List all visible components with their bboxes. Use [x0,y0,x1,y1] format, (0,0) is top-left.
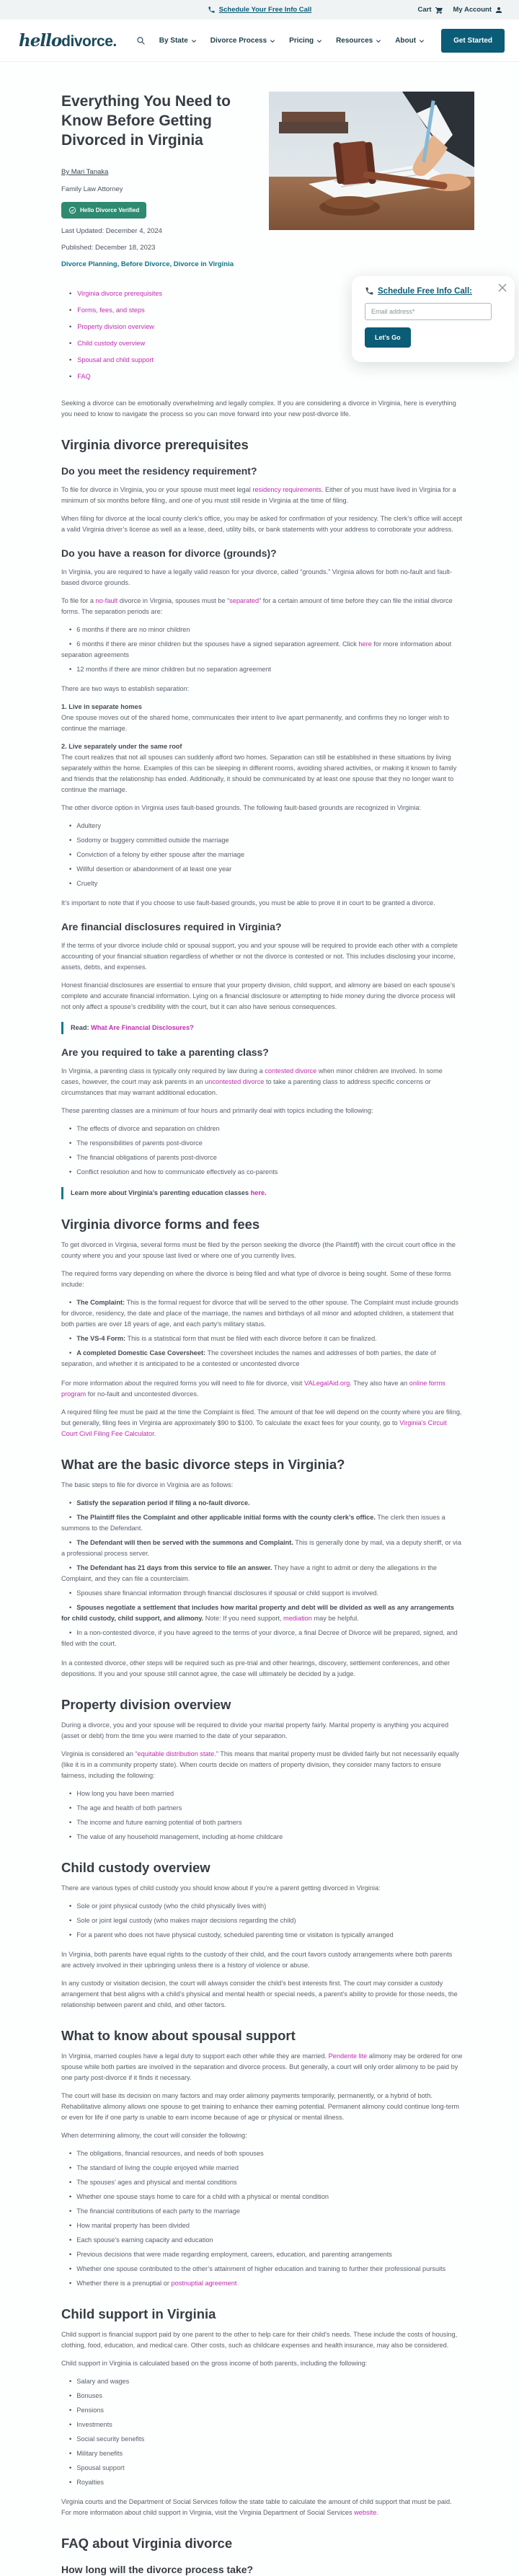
text: Sodomy or buggery committed outside the marriage [76,837,229,844]
inline-link[interactable]: uncontested divorce [205,1078,265,1085]
text: for more information about separation agreements [61,640,452,658]
list-item [61,2420,463,2430]
toc-link[interactable]: Child custody overview [77,340,146,347]
inline-link[interactable]: here [250,1189,265,1196]
phone-icon [208,6,216,14]
bold-text: Learn more about Virginia’s parenting education classes [71,1189,251,1196]
inline-link[interactable]: here [358,640,372,648]
list-item [61,1588,463,1599]
text: A required filing fee must be paid at the time the Complaint is filed. The amount of that fee will depend on the county where you are filing, but generally, filing fees in Virginia are approximately $90 to $100. To calculate the exact fees for your county, go to [61,1408,462,1426]
text: . [376,2509,378,2516]
text: Sole or joint physical custody (who the child physically lives with) [76,1902,267,1910]
bold-text: Satisfy the separation period if filing a no-fault divorce. [76,1499,250,1507]
account-link[interactable] [453,6,503,14]
list-item [61,2177,463,2188]
paragraph [61,1407,463,1439]
text: The clerk then issues a summons to the Defendant. [61,1514,445,1532]
callout [61,1022,463,1034]
bold-text: . [265,1189,267,1196]
subsection-heading [61,547,463,560]
check-circle-icon [68,206,76,214]
text: How long will the divorce process take? [61,2564,254,2575]
text: The other divorce option in Virginia uses fault-based grounds. The following fault-based grounds are recognized in Virginia: [61,804,421,811]
text: FAQ about Virginia divorce [61,2536,233,2551]
text: Child support is financial support paid by one parent to the other to help care for their child’s needs. These include the costs of housing, clothing, food, education, and medical care. Other costs, such as childcare expenses and health insurance, may also be considered. [61,2331,458,2349]
inline-link[interactable]: separated [229,597,260,604]
section-heading [61,1456,463,1473]
list-item [61,1538,463,1559]
section-heading [61,2306,463,2322]
bold-text: A completed Domestic Case Coversheet: [76,1349,206,1357]
section-heading [61,2027,463,2044]
text: The obligations, financial resources, and needs of both spouses [76,2150,264,2157]
text: The financial obligations of parents post-divorce [76,1154,217,1161]
list-item [61,1803,463,1814]
list-item [61,2434,463,2445]
paragraph [61,940,463,973]
text: Investments [76,2421,112,2428]
list-item [61,1167,463,1178]
bullet-list [61,2376,463,2488]
bullet-list [61,2148,463,2289]
cart-icon [435,6,443,14]
text: The standard of living the couple enjoyed while married [76,2164,239,2171]
bold-text: The Complaint: [76,1299,125,1306]
bullet-list [61,625,463,675]
inline-link[interactable]: VALegalAid.org [304,1380,350,1387]
text: Cruelty [76,880,98,887]
list-item [61,2448,463,2459]
paragraph [61,485,463,506]
text: This is a statistical form that must be filed with each divorce before it can be finalized. [125,1335,377,1342]
cart-link[interactable] [418,6,443,14]
list-item [61,864,463,875]
toc-link[interactable]: FAQ [77,373,91,380]
paragraph [61,1106,463,1116]
text: These parenting classes are a minimum of four hours and primarily deal with topics including the following: [61,1107,373,1114]
text: This is generally done by mail, via a deputy sheriff, or via a professional process server. [61,1539,461,1557]
paragraph [61,1066,463,1098]
category-link[interactable]: Before Divorce [120,260,170,268]
text: to take a parenting class to address specific concerns or circumstances that may warrant additional education. [61,1078,431,1096]
text: 12 months if there are minor children but no separation agreement [76,666,271,673]
inline-link[interactable]: contested divorce [265,1067,317,1075]
verified-badge-label: Hello Divorce Verified [80,207,140,213]
paragraph [61,1378,463,1400]
section-heading [61,1216,463,1232]
text: What are the basic divorce steps in Virginia? [61,1457,345,1472]
bold-text: Spouses negotiate a settlement that includes how marital property and debt will be divided as well as any arrangements for child custody, child support, and alimony. [61,1604,455,1622]
text: One spouse moves out of the shared home, communicates their intent to live apart permanently, and confirms they no longer wish to continue the marriage. [61,714,450,732]
list-item [61,2405,463,2416]
paragraph [61,1480,463,1491]
toc-link[interactable]: Forms, fees, and steps [77,306,145,314]
nav-label: Divorce Process [210,36,267,45]
chevron-down-icon [316,38,322,44]
text: The basic steps to file for divorce in Virginia are as follows: [61,1481,234,1488]
bold-text: The Plaintiff files the Complaint and other applicable initial forms with the county clerk’s office. [76,1514,376,1521]
text: The effects of divorce and separation on children [76,1125,220,1132]
article-body [61,398,463,2576]
bold-text: 2. Live separately under the same roof [61,743,182,750]
paragraph [61,398,463,420]
text: The value of any household management, including at-home childcare [76,1833,283,1840]
schedule-call-link[interactable] [208,6,311,14]
bullet-list [61,1124,463,1178]
nav-item-pricing[interactable] [289,37,322,45]
list-item [61,2206,463,2217]
inline-link[interactable]: What Are Financial Disclosures? [91,1024,194,1031]
nav-item-about[interactable] [395,37,425,45]
list-item [61,1602,463,1624]
text: The income and future earning potential of both partners [76,1819,242,1826]
schedule-info-card [352,276,515,362]
subsection-heading [61,1046,463,1059]
chevron-down-icon [376,38,381,44]
text: Seeking a divorce can be emotionally overwhelming and legally complex. If you are considering a divorce in Virginia, here is everything you need to know to navigate the process so you can move forward into your new post-divorce life. [61,400,456,418]
text: This is the formal request for divorce that will be served to the other spouse. The Complaint must include grounds for divorce, residency, the date and place of the marriage, the names and birthdays of all minor and adopted children, a statement that both parties are over 18 years of age, and each party’s military status. [61,1299,458,1328]
text: To file for a [61,597,96,604]
text: In Virginia, married couples have a legal duty to support each other while they are married. [61,2052,329,2060]
list-item [61,2163,463,2174]
phone-icon [365,286,374,296]
text: When determining alimony, the court will consider the following: [61,2132,247,2139]
list-item [61,1930,463,1941]
text: .” This means that marital property must be divided fairly but not necessarily equally (like it is in a community property state). When courts decide on matters of property division, they consider many factors to ensure fairness, including the following: [61,1750,459,1779]
bold-text: The VS-4 Form: [76,1335,126,1342]
text: The spouses’ ages and physical and mental conditions [76,2179,237,2186]
list-item [61,625,463,635]
last-updated: Last Updated: December 4, 2024 [61,227,162,235]
list-item [61,639,463,661]
list-item [61,2264,463,2275]
text: 6 months if there are no minor children [76,626,190,633]
inline-link[interactable]: residency requirements [252,486,321,493]
list-item [61,2220,463,2231]
text: In a non-contested divorce, if you have agreed to the terms of your divorce, a final Decree of Divorce will be prepared, signed, and filed with the court. [61,1629,458,1647]
list-item [61,1297,463,1330]
inline-link[interactable]: website [354,2509,377,2516]
close-icon[interactable] [498,283,507,294]
nav-item-by-state[interactable] [159,37,197,45]
list-item [61,2148,463,2159]
paragraph [61,1658,463,1680]
list-item [61,1817,463,1828]
bullet-list [61,1498,463,1649]
paragraph [61,2358,463,2369]
section-heading [61,1859,463,1876]
category-link[interactable]: Divorce Planning [61,260,117,268]
paragraph [61,1720,463,1742]
list-item [61,1901,463,1912]
text: Spousal support [76,2464,125,2471]
text: There are various types of child custody you should know about if you’re a parent getting divorced in Virginia: [61,1884,381,1892]
text: Virginia divorce prerequisites [61,437,249,452]
nav-label: About [395,36,417,45]
nav-label: By State [159,36,188,45]
paragraph [61,702,463,734]
list-item [61,850,463,860]
list-item [61,2463,463,2474]
text: Virginia divorce forms and fees [61,1217,260,1232]
text: for no-fault and uncontested divorces. [86,1390,199,1398]
text: Willful desertion or abandonment of at least one year [76,865,232,873]
subsection-heading [61,920,463,933]
get-started-button[interactable]: Get Started [441,29,505,53]
logo-script: hello [19,30,62,50]
text: Spouses share financial information through financial disclosures if spousal or child support is involved. [76,1589,378,1597]
list-item [61,2278,463,2289]
text: In any custody or visitation decision, the court will always consider the child’s best interests first. The court may consider a custody arrangement that best aligns with a child’s physical and mental health or special needs, a parent’s ability to provide for those needs, the relationship between parent and child, and other factors. [61,1980,458,2008]
list-item [61,1138,463,1149]
chevron-down-icon [270,38,275,44]
list-item [61,1124,463,1134]
text: Conflict resolution and how to communicate effectively as co-parents [76,1168,278,1175]
user-icon [494,6,503,14]
text: Property division overview [61,1697,231,1712]
page-title: Everything You Need to Know Before Getting Divorced in Virginia [61,93,231,149]
inline-link[interactable]: equitable distribution state [137,1750,215,1757]
paragraph [61,2091,463,2123]
list-item [61,835,463,846]
text: Pensions [76,2407,105,2414]
list-item [61,1563,463,1584]
section-heading [61,1696,463,1713]
paragraph [61,513,463,535]
list-item [61,1348,463,1369]
paragraph [61,2329,463,2351]
search-icon[interactable] [136,36,146,45]
text: To file for divorce in Virginia, you or your spouse must meet legal [61,486,253,493]
text: In a contested divorce, other steps will be required such as pre-trial and other hearings, discovery, settlement conferences, and other depositions. If you and your spouse still cannot agree, the case will ultimately be decided by a judge. [61,1659,451,1677]
text: Do you have a reason for divorce (grounds)? [61,547,277,559]
text: Child support in Virginia [61,2306,216,2321]
text: For more information about the required forms you will need to file for divorce, visit [61,1380,305,1387]
text: Are financial disclosures required in Virginia? [61,921,282,932]
list-item [61,821,463,832]
inline-link[interactable]: mediation [283,1615,312,1622]
list-item [61,2477,463,2488]
list-item [61,1498,463,1509]
text: The financial contributions of each party to the marriage [76,2207,240,2215]
category-link[interactable]: Divorce in Virginia [173,260,234,268]
nav-label: Pricing [289,36,314,45]
inline-link[interactable]: Pendente lite [328,2052,368,2060]
list-item [61,878,463,889]
paragraph [61,980,463,1013]
list-item [61,2249,463,2260]
logo-word: divorce. [61,32,117,50]
bold-text: The Defendant will then be served with the summons and Complaint. [76,1539,293,1546]
text: To get divorced in Virginia, several forms must be filed by the person seeking the divorce (the Plaintiff) with the circuit court office in the county where you and your spouse last lived or where one of you currently lives. [61,1241,456,1259]
list-item [61,2391,463,2401]
inline-link[interactable]: online forms program [61,1380,445,1398]
paragraph [61,596,463,617]
paragraph [61,1269,463,1290]
paragraph [61,1978,463,2011]
account-label: My Account [453,6,492,14]
text: The court realizes that not all spouses can suddenly afford two homes. Separation can still be established in these situations by living separately within the home. Examples of this can be sleeping in different rooms, avoiding shared activities, or making it known to family and friends that the relationship has ended. Additionally, it should be communicated by at least one spouse that they no longer want to continue the marriage. [61,754,457,793]
text: Are you required to take a parenting class? [61,1046,269,1058]
verified-badge [61,202,146,219]
nav-item-resources[interactable] [336,37,381,45]
bullet-list [61,1788,463,1843]
text: Bonuses [76,2392,102,2399]
category-links: Divorce Planning, Before Divorce, Divorce in Virginia [61,260,234,268]
bullet-list [61,821,463,889]
list-item [61,1512,463,1534]
text: Salary and wages [76,2378,130,2385]
text: Conviction of a felony by either spouse after the marriage [76,851,245,858]
text: There are two ways to establish separation: [61,685,190,692]
text: When filing for divorce at the local county clerk’s office, you may be asked for confirmation of your residency. The clerk’s office will accept a valid Virginia driver’s license as well as a lease, deed, utility bills, or bank statements with your address to corroborate your address. [61,515,463,533]
email-input[interactable] [365,303,492,320]
paragraph [61,1240,463,1261]
paragraph [61,1949,463,1971]
paragraph [61,684,463,694]
text: Virginia is considered an “ [61,1750,138,1757]
toc-link[interactable]: Property division overview [77,323,154,330]
bullet-list [61,1901,463,1941]
text: Whether one spouse stays home to care for a child with a physical or mental condition [76,2193,329,2200]
published-date: Published: December 18, 2023 [61,244,156,252]
text: Social security benefits [76,2435,145,2443]
text: may be helpful. [311,1615,359,1622]
bullet-list [61,1297,463,1369]
text: . They also have an [350,1380,409,1387]
list-item [61,664,463,675]
paragraph [61,2130,463,2141]
text: How long you have been married [76,1790,174,1797]
paragraph [61,741,463,795]
text: divorce in Virginia, spouses must be “ [117,597,230,604]
section-heading [61,436,463,453]
text: Virginia courts and the Department of Social Services follow the state table to calculate the amount of child support that must be paid. For more information about child support in Virginia, visit the Virginia Department of Social Services [61,2498,452,2516]
schedule-call-label: Schedule Your Free Info Call [218,6,312,14]
subsection-heading [61,2563,463,2576]
nav-label: Resources [336,36,373,45]
list-item [61,1832,463,1843]
text: In Virginia, both parents have equal rights to the custody of their child, and the court favors custody arrangements where both parents are actively involved in their upbringing unless there is a history of violence or abuse. [61,1951,453,1969]
paragraph [61,2497,463,2518]
author-link[interactable]: By Mari Tanaka [61,168,109,176]
text: How marital property has been divided [76,2222,190,2229]
text: It’s important to note that if you choose to use fault-based grounds, you must be able to prove it in court to be granted a divorce. [61,899,435,907]
paragraph [61,1883,463,1894]
text: The responsibilities of parents post-divorce [76,1139,203,1147]
text: During a divorce, you and your spouse will be required to divide your marital property fairly. Marital property is anything you acquired (asset or debt) from the time you were married to the date of your separation. [61,1721,449,1739]
inline-link[interactable]: Virginia’s Circuit Court Civil Filing Fee Calculator. [61,1419,447,1437]
bold-text: Read: [71,1024,92,1031]
paragraph [61,2051,463,2083]
list-item [61,1333,463,1344]
toc-item [61,371,463,382]
list-item [61,1152,463,1163]
text: Do you meet the residency requirement? [61,465,257,477]
text: Child support in Virginia is calculated based on the gross income of both parents, including the following: [61,2360,368,2367]
paragraph [61,898,463,909]
list-item [61,1915,463,1926]
cart-label: Cart [417,6,432,14]
bold-text: 1. Live in separate homes [61,703,142,710]
text: The age and health of both partners [76,1804,182,1812]
chevron-down-icon [191,38,197,44]
text: Child custody overview [61,1860,210,1875]
hero-section [61,92,463,268]
text: They have a right to admit or deny the allegations in the Complaint, and they can file a counterclaim. [61,1564,437,1582]
lets-go-button[interactable]: Let’s Go [365,327,411,348]
paragraph [61,567,463,588]
card-title-link[interactable]: Schedule Free Info Call: [378,286,472,296]
text: Whether one spouse contributed to the other’s attainment of higher education and training to further their professional pursuits [76,2265,446,2272]
text: For a parent who does not have physical custody, scheduled parenting time or visitation is typically arranged [76,1931,394,1938]
text: The required forms vary depending on where the divorce is being filed and what type of divorce is being sought. Some of these forms include: [61,1270,451,1288]
main-nav [0,19,519,61]
text: Honest financial disclosures are essential to ensure that your property division, child support, and alimony are based on each spouse’s complete and accurate financial information. Lying on a financial disclosure or attempting to hide money during the divorce process will not only affect a spouse’s credibility with the court, but it can also have serious consequences. [61,982,456,1010]
section-heading [61,2535,463,2551]
top-utility-bar [0,0,519,19]
hero-image [269,92,474,230]
paragraph [61,1749,463,1781]
list-item [61,2235,463,2246]
text: 6 months if there are minor children but the spouses have a signed separation agreement. Click [76,640,359,648]
text: In Virginia, you are required to have a legally valid reason for your divorce, called “grounds.” Virginia allows for both no-fault and fault-based divorce grounds. [61,568,453,586]
toc-link[interactable]: Spousal and child support [77,356,154,363]
text: when minor children are involved. In some cases, however, the court may ask parents in an [61,1067,443,1085]
text: The coversheet includes the names and addresses of both parties, the date of separation, and whether it is anticipated to be a contested or uncontested divorce [61,1349,436,1367]
list-item [61,1628,463,1649]
inline-link[interactable]: no-fault [95,597,118,604]
text: Note: If you need support, [203,1615,284,1622]
subsection-heading [61,464,463,477]
text: What to know about spousal support [61,2028,296,2043]
text: Each spouse’s earning capacity and education [76,2236,213,2244]
text: Whether there is a prenuptial or [76,2280,172,2287]
list-item [61,2192,463,2202]
text: Military benefits [76,2450,123,2457]
text: The court will base its decision on many factors and may order alimony payments temporarily, permanently, or a hybrid of both. Rehabilitative alimony allows one spouse to get training to enhance their earning potential. Permanent alimony could continue long-term or even for life if one party is unable to earn income because of age or physical or mental illness. [61,2092,460,2121]
paragraph [61,803,463,813]
author-role: Family Law Attorney [61,185,123,193]
text: ” for a certain amount of time before they can file the initial divorce forms. The separation periods are: [61,597,453,615]
text: Sole or joint legal custody (who makes major decisions regarding the child) [76,1917,296,1924]
bold-text: The Defendant has 21 days from this service to file an answer. [76,1564,272,1571]
text: alimony may be ordered for one spouse while both parties are involved in the separation and divorce process. But generally, a court will only order alimony to be paid by one party post-divorce if it finds it necessary. [61,2052,463,2081]
toc-link[interactable]: Virginia divorce prerequisites [77,290,163,297]
text: In Virginia, a parenting class is typically only required by law during a [61,1067,265,1075]
text: Adultery [76,822,101,829]
callout [61,1187,463,1199]
chevron-down-icon [419,38,425,44]
text: . Either of you must have lived in Virginia for a minimum of six months before filing, and one of you must still reside in Virginia at the time of filing. [61,486,456,504]
text: Previous decisions that were made regarding employment, careers, education, and parenting arrangements [76,2251,392,2258]
list-item [61,2376,463,2387]
nav-item-divorce-process[interactable] [210,37,275,45]
text: Royalties [76,2479,105,2486]
list-item [61,1788,463,1799]
text: If the terms of your divorce include child or spousal support, you and your spouse will be required to provide each other with a complete accounting of your financial situation regardless of whether or not the divorce is contested or not. This includes disclosing your income, assets, debts, and expenses. [61,942,458,971]
logo[interactable] [19,31,117,50]
inline-link[interactable]: postnuptial agreement [171,2280,237,2287]
